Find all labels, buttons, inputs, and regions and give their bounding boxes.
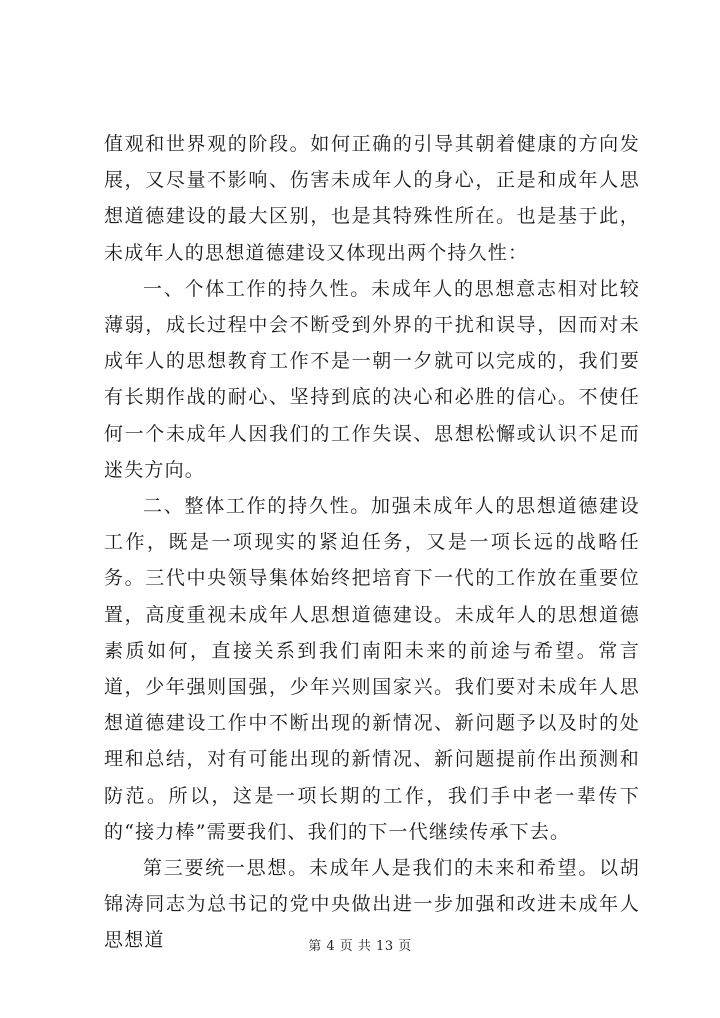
paragraph-overall-persistence: 二、整体工作的持久性。加强未成年人的思想道德建设工作，既是一项现实的紧迫任务，又是一项长远的战略任务。三代中央领导集体始终把培育下一代的工作放在重要位置，高度重视未成年人思想道德建设。未成年人的思想道德素质如何，直接关系到我们南阳未来的前途与希望。常言道，少年强则国强，少年兴则国家兴。我们要对未成年人思想道德建设工作中不断出现的新情况、新问题予以及时的处理和总结，对有可能出现的新情况、新问题提前作出预测和防范。所以，这是一项长期的工作，我们手中老一辈传下的“接力棒”需要我们、我们的下一代继续传承下去。: [104, 495, 640, 843]
paragraph-continuation: 值观和世界观的阶段。如何正确的引导其朝着健康的方向发展，又尽量不影响、伤害未成年人的身心，正是和成年人思想道德建设的最大区别，也是其特殊性所在。也是基于此，未成年人的思想道德建设又体现出两个持久性：: [104, 133, 640, 264]
page-number-footer: 第 4 页 共 13 页: [308, 939, 412, 954]
paragraph-unify-thinking: 第三要统一思想。未成年人是我们的未来和希望。以胡锦涛同志为总书记的党中央做出进一步加强和改进未成年人思想道: [104, 857, 640, 952]
document-body: [104, 126, 640, 959]
paragraph-individual-persistence: 一、个体工作的持久性。未成年人的思想意志相对比较薄弱，成长过程中会不断受到外界的干扰和误导，因而对未成年人的思想教育工作不是一朝一夕就可以完成的，我们要有长期作战的耐心、坚持到底的决心和必胜的信心。不使任何一个未成年人因我们的工作失误、思想松懈或认识不足而迷失方向。: [104, 277, 640, 481]
